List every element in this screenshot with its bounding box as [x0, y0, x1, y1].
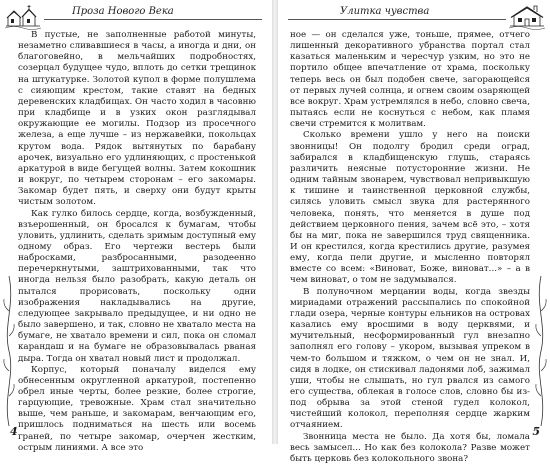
village-church-vignette-icon: [4, 4, 42, 30]
paragraph: Как гулко билось сердце, когда, возбужденный, взъерошенный, он бросался к бумагам, чтобы уловить, удлинить, сделать зримым доступный ему одному образ. Его чертежи вестерь были набросками, разбросанными, разодеенно перечеркнутыми, заштрихованными, так что иногда нельзя было разобрать, какую деталь он пытался прорисовать, поскольку одни изображения накладывались на другие, следующее закрывало предыдущее, и ни одно не было завершено, и так, словно не хватало места на бумаге, не хватало времени и сил, пока он сломал карандаш и на бумаге не образовывалась рваная дыра. Тогда он хватал новый лист и продолжал.: [18, 208, 256, 364]
left-page-header: [0, 4, 272, 26]
right-page-header: [278, 4, 550, 26]
paragraph: ное — он сделался уже, тоньше, прямее, отчего лишенный декоративного убранства портал стал казаться маленьким и чересчур узким, но это не портило общее впечатление от храма, поскольку теперь весь он был подобен свече, загорающейся от первых лучей солнца, и огнем своим озаряющей все вокруг. Храм устремлялся в небо, словно свеча, пытаясь если не коснуться с небом, как пламя свечи стремится к молитвам.: [290, 30, 530, 130]
paragraph: Звонница места не было. Да хотя бы, ломала весь замысел... Но как без колокола? Разве может быть церковь без колокольного звона?: [290, 431, 530, 464]
paragraph: Корпус, который поначалу виделся ему обнесенным округленной аркатурой, постепенно обрел иные черты, более резкие, более строгие, гарцующие, тревожные. Храм стал значительно выше, чем раньше, и закомарам, венчающим его, пришлось подниматься на шесть или восемь граней, по четыре закомар, очерчен жестким, острым линиями. А все это: [18, 364, 256, 453]
left-page: [0, 0, 272, 453]
paragraph: В пустые, не заполненные работой минуты, незаметно сливавшиеся в часы, а иногда и дни, он благоговейно, в мельчайших подробностях, созерцал будущее чудо, вплоть до сетки трещинок на штукатурке. Золотой купол в форме полушлема с сияющим крестом, такие ставят на бедных деревенских кладбищах. Он часто ходил в часовню при кладбище и в узких окон разглядывал окружающие ее могилы. Подзор из просечного железа, а еще лучше – из нержавейки, покольцах крутом вода. Рядок вытянутых по барабану арочек, визуально его удлиняющих, с простенькой аркатурой в виде бегущей волны. Затем кокошник и вокруг, по четырем сторонам – его закомары. Закомар будет пять, и сверху они будут крыты чистым золотом.: [18, 30, 256, 208]
header-rule: [44, 19, 262, 20]
paragraph: В полуночном мерцании воды, когда звезды мириадами отражений рассыпались по спокойной глади озера, черные контуры ельников на островах казались ему вросшими в воду церквями, и мучительный, несформированный гул внезапно заполнял его голову – укором, вызывая упреком в чем-то большом и тяжком, о чем он не знал. И, сидя в лодке, он стискивал ладонями лоб, зажимал уши, чтобы не слышать, но гул рвался из самого его существа, облекая в голосе слов, словно бы из-под обрыва за этой стеной гудел колокол, чистейший колокол, переполняя сердце жарким отчаянием.: [290, 286, 530, 431]
left-text-block: [18, 30, 256, 454]
running-head: Проза Нового Века: [72, 6, 174, 17]
running-head: Улитка чувства: [340, 6, 430, 17]
right-page: [278, 0, 550, 464]
page-number: 5: [532, 425, 540, 438]
village-house-vignette-icon: [508, 4, 546, 30]
page-number: 4: [10, 425, 18, 438]
right-text-block: [290, 30, 530, 465]
paragraph: Сколько времени ушло у него на поиски звонницы! Он подолгу бродил среди оград, забирался в кладбищенскую глушь, стараясь различить неясные потусторонние жизни. Не одним тайным звонарем, чувствовал непривыкшую к тишине и таинственной церковной службы, силясь уловить смысл звука для растерянного человека, понять, что меняется в душе под действием церковного пения, зачем всё это, – хотя бы на миг, пока не завершился труд священника. И он крестился, когда крестились другие, разумея ему, когда пели другие, и мысленно повторял вместе со всем: «Виноват, Боже, виноват...» – а в чем виноват, о том не задумывался.: [290, 130, 530, 286]
vine-ornament-icon: [533, 276, 549, 426]
vine-ornament-icon: [1, 276, 17, 426]
header-rule: [288, 19, 506, 20]
